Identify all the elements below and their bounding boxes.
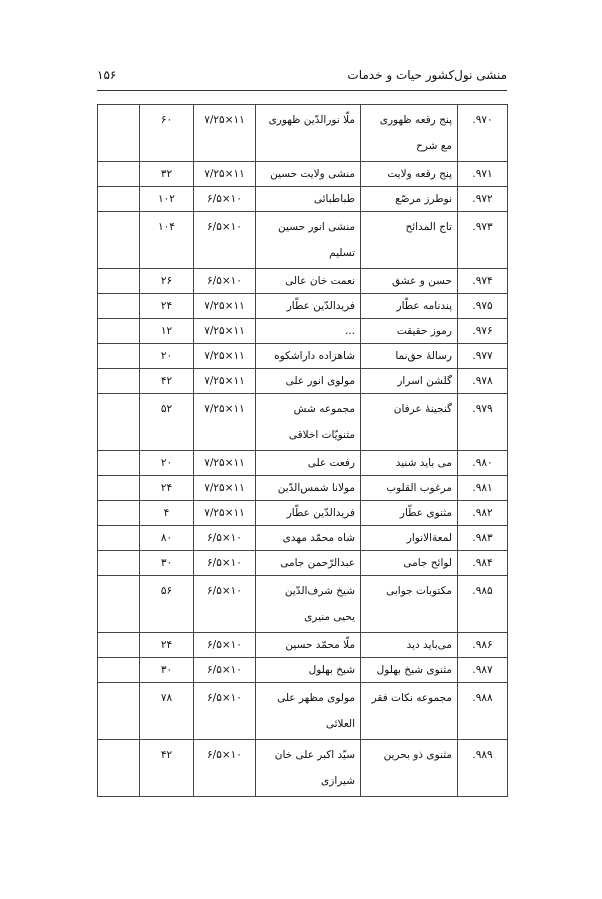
entry-number: ۹۸۰.: [458, 451, 508, 476]
book-author: مولانا شمس‌الدّین: [256, 476, 361, 501]
book-size: ۱۰×۶/۵: [194, 269, 256, 294]
table-row: [98, 344, 508, 369]
table-row: [98, 269, 508, 294]
table-row: [98, 451, 508, 476]
extra-column: [98, 476, 140, 501]
book-title: مثنوی شیخ بهلول: [361, 658, 458, 683]
extra-column: [98, 187, 140, 212]
book-title: مجموعه نکات فقر: [361, 683, 458, 740]
extra-column: [98, 526, 140, 551]
page-count: ۲۴: [140, 294, 194, 319]
book-size: ۱۱×۷/۲۵: [194, 476, 256, 501]
catalog-table: [97, 104, 508, 797]
entry-number: ۹۷۲.: [458, 187, 508, 212]
book-title: رموز حقیقت: [361, 319, 458, 344]
book-author: فریدالدّین عطّار: [256, 501, 361, 526]
table-row: [98, 394, 508, 451]
table-row: [98, 476, 508, 501]
book-title: مرغوب القلوب: [361, 476, 458, 501]
book-title: نوطرز مرصّع: [361, 187, 458, 212]
book-size: ۱۱×۷/۲۵: [194, 294, 256, 319]
book-title: لوائح جامی: [361, 551, 458, 576]
book-author: منشی ولایت حسین: [256, 162, 361, 187]
page-count: ۴: [140, 501, 194, 526]
book-title: پنج رقعه ولایت: [361, 162, 458, 187]
page-count: ۲۴: [140, 633, 194, 658]
book-title: لمعةالانوار: [361, 526, 458, 551]
book-author: شیخ شرف‌الدّین یحیی منیری: [256, 576, 361, 633]
book-size: ۱۱×۷/۲۵: [194, 344, 256, 369]
page-count: ۱۲: [140, 319, 194, 344]
page-count: ۵۶: [140, 576, 194, 633]
book-size: ۱۱×۷/۲۵: [194, 105, 256, 162]
extra-column: [98, 501, 140, 526]
extra-column: [98, 394, 140, 451]
book-author: شاهزاده داراشکوه: [256, 344, 361, 369]
extra-column: [98, 319, 140, 344]
book-size: ۱۰×۶/۵: [194, 658, 256, 683]
book-author: شاه محمّد مهدی: [256, 526, 361, 551]
table-row: [98, 576, 508, 633]
page-count: ۷۸: [140, 683, 194, 740]
extra-column: [98, 212, 140, 269]
table-row: [98, 294, 508, 319]
book-size: ۱۰×۶/۵: [194, 187, 256, 212]
extra-column: [98, 451, 140, 476]
entry-number: ۹۸۶.: [458, 633, 508, 658]
table-row: [98, 501, 508, 526]
book-author: مولوی مظهر علی العلائی: [256, 683, 361, 740]
book-title: پندنامه عطّار: [361, 294, 458, 319]
extra-column: [98, 162, 140, 187]
extra-column: [98, 740, 140, 797]
book-author: ملّا نورالدّین ظهوری: [256, 105, 361, 162]
table-row: [98, 212, 508, 269]
entry-number: ۹۸۲.: [458, 501, 508, 526]
entry-number: ۹۸۴.: [458, 551, 508, 576]
book-size: ۱۰×۶/۵: [194, 576, 256, 633]
book-size: ۱۰×۶/۵: [194, 551, 256, 576]
book-size: ۱۰×۶/۵: [194, 740, 256, 797]
page-count: ۳۰: [140, 658, 194, 683]
entry-number: ۹۸۱.: [458, 476, 508, 501]
book-size: ۱۱×۷/۲۵: [194, 501, 256, 526]
book-title: مثنوی عطّار: [361, 501, 458, 526]
table-row: [98, 369, 508, 394]
book-size: ۱۱×۷/۲۵: [194, 162, 256, 187]
page-number: ۱۵۶: [97, 68, 117, 82]
page-count: ۳۰: [140, 551, 194, 576]
entry-number: ۹۸۷.: [458, 658, 508, 683]
book-title: گلشن اسرار: [361, 369, 458, 394]
entry-number: ۹۸۵.: [458, 576, 508, 633]
book-author: طباطبائی: [256, 187, 361, 212]
entry-number: ۹۷۳.: [458, 212, 508, 269]
book-author: شیخ بهلول: [256, 658, 361, 683]
entry-number: ۹۸۳.: [458, 526, 508, 551]
page-count: ۲۰: [140, 344, 194, 369]
book-author: ملّا محمّد حسین: [256, 633, 361, 658]
book-author: ...: [256, 319, 361, 344]
entry-number: ۹۷۶.: [458, 319, 508, 344]
table-row: [98, 105, 508, 162]
page-count: ۶۰: [140, 105, 194, 162]
book-author: فریدالدّین عطّار: [256, 294, 361, 319]
extra-column: [98, 633, 140, 658]
extra-column: [98, 269, 140, 294]
entry-number: ۹۸۹.: [458, 740, 508, 797]
extra-column: [98, 551, 140, 576]
extra-column: [98, 683, 140, 740]
book-author: مولوی انور علی: [256, 369, 361, 394]
table-row: [98, 551, 508, 576]
book-title: مثنوی ذو بحرین: [361, 740, 458, 797]
extra-column: [98, 105, 140, 162]
book-size: ۱۱×۷/۲۵: [194, 369, 256, 394]
book-size: ۱۰×۶/۵: [194, 633, 256, 658]
table-row: [98, 319, 508, 344]
entry-number: ۹۸۸.: [458, 683, 508, 740]
page-count: ۵۲: [140, 394, 194, 451]
extra-column: [98, 344, 140, 369]
book-author: سیّد اکبر علی خان شیرازی: [256, 740, 361, 797]
page-count: ۱۰۲: [140, 187, 194, 212]
table-row: [98, 162, 508, 187]
entry-number: ۹۷۵.: [458, 294, 508, 319]
book-author: عبدالرّحمن جامی: [256, 551, 361, 576]
book-title: تاج المدائح: [361, 212, 458, 269]
page-count: ۲۶: [140, 269, 194, 294]
page-count: ۴۲: [140, 740, 194, 797]
page-count: ۱۰۴: [140, 212, 194, 269]
entry-number: ۹۷۷.: [458, 344, 508, 369]
running-header: [97, 64, 507, 86]
book-title: حسن و عشق: [361, 269, 458, 294]
book-author: نعمت خان عالی: [256, 269, 361, 294]
book-size: ۱۰×۶/۵: [194, 683, 256, 740]
book-title: رسالۀ حق‌نما: [361, 344, 458, 369]
page-count: ۳۲: [140, 162, 194, 187]
entry-number: ۹۷۰.: [458, 105, 508, 162]
book-size: ۱۱×۷/۲۵: [194, 394, 256, 451]
book-author: منشی انور حسین تسلیم: [256, 212, 361, 269]
extra-column: [98, 294, 140, 319]
table-row: [98, 740, 508, 797]
book-size: ۱۱×۷/۲۵: [194, 319, 256, 344]
entry-number: ۹۷۹.: [458, 394, 508, 451]
entry-number: ۹۷۱.: [458, 162, 508, 187]
book-size: ۱۰×۶/۵: [194, 526, 256, 551]
extra-column: [98, 658, 140, 683]
book-title: پنج رقعه ظهوری مع شرح: [361, 105, 458, 162]
page-count: ۴۲: [140, 369, 194, 394]
running-title: منشی نول‌کشور حیات و خدمات: [347, 68, 507, 82]
entry-number: ۹۷۴.: [458, 269, 508, 294]
table-row: [98, 683, 508, 740]
book-title: می‌باید دید: [361, 633, 458, 658]
book-author: مجموعه شش مثنویّات اخلاقی: [256, 394, 361, 451]
page-count: ۸۰: [140, 526, 194, 551]
table-row: [98, 633, 508, 658]
entry-number: ۹۷۸.: [458, 369, 508, 394]
book-size: ۱۱×۷/۲۵: [194, 451, 256, 476]
extra-column: [98, 369, 140, 394]
header-rule: [97, 90, 507, 91]
page-count: ۲۰: [140, 451, 194, 476]
page-count: ۲۴: [140, 476, 194, 501]
table-row: [98, 526, 508, 551]
extra-column: [98, 576, 140, 633]
book-author: رفعت علی: [256, 451, 361, 476]
book-size: ۱۰×۶/۵: [194, 212, 256, 269]
table-row: [98, 658, 508, 683]
book-title: مکتوبات جوابی: [361, 576, 458, 633]
table-row: [98, 187, 508, 212]
book-title: گنجینۀ عرفان: [361, 394, 458, 451]
book-title: می باید شنید: [361, 451, 458, 476]
